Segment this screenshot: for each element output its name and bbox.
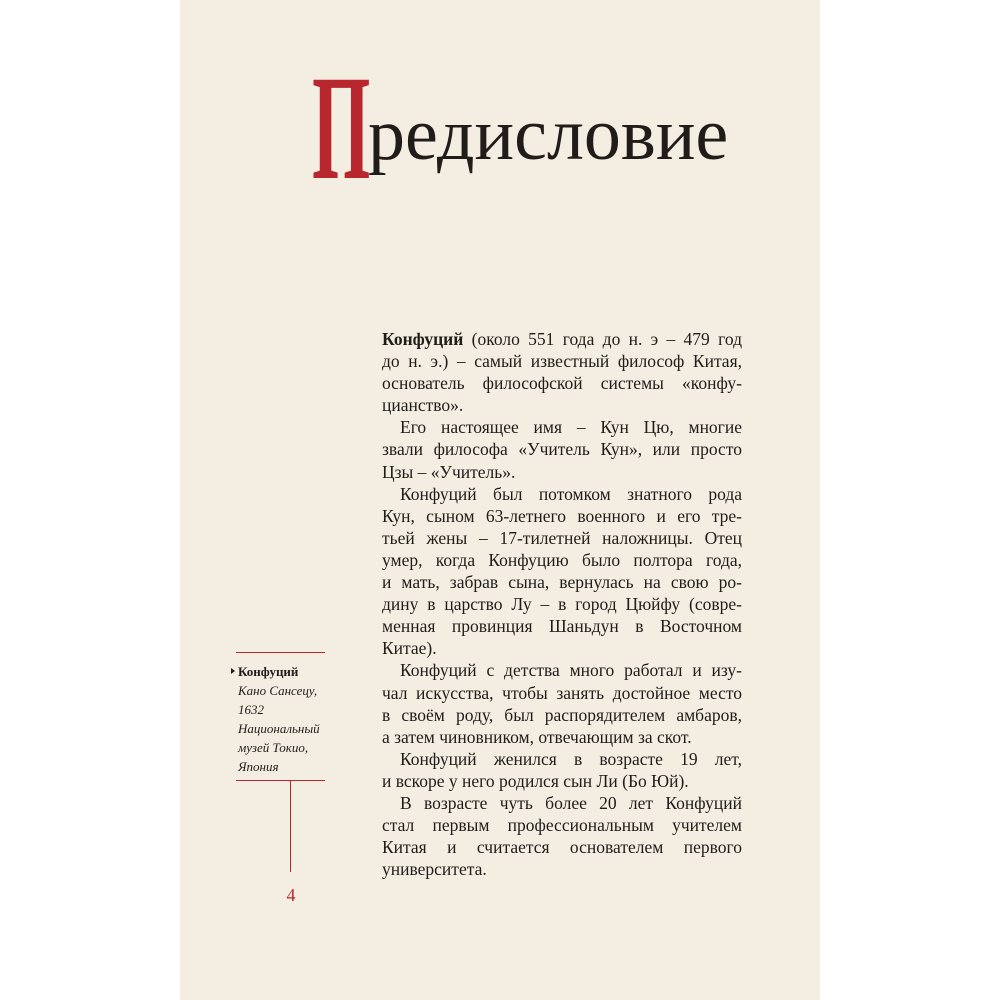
text-line-content: (около 551 года до н. э – 479 год [471,329,742,349]
caption-line: Национальный [238,721,320,736]
caption-line: Кано Сансецу, [238,683,318,698]
text-line: до н. э.) – самый известный философ Китая, [382,351,742,372]
margin-t-rule-bar [236,780,325,781]
paragraph [382,416,742,482]
text-line: Китая и считается основателем первого [382,837,742,858]
lead-term: Конфуций [382,329,464,349]
text-line: дину в царство Лу – в город Цюйфу (совре- [382,594,742,615]
book-page [180,0,820,1000]
chapter-title [180,0,820,220]
margin-t-rule-stem [290,780,291,872]
caption-title-row [238,662,348,681]
caption-line: 1632 [238,702,264,717]
page-number: 4 [286,885,296,905]
text-line: а затем чиновником, отвечающим за скот. [382,726,692,747]
text-line: стал первым профессиональным учителем [382,815,742,836]
text-line [382,328,742,350]
title-text: редисловие [368,94,729,176]
text-line: Конфуций женился в возрасте 19 лет, [400,748,742,769]
text-line: тьей жены – 17-тилетней наложницы. Отец [382,527,742,548]
text-line: умер, когда Конфуцию было полтора года, [382,549,742,570]
text-line: Кун, сыном 63-летнего военного и его тре- [382,505,742,526]
paragraph [382,792,742,880]
text-line: в своём роду, был распорядителем амбаров, [382,704,742,725]
text-line: и мать, забрав сына, вернулась на свою ро- [382,572,742,593]
paragraph [382,483,742,660]
caption-line: музей Токио, [238,740,309,755]
text-line: Китае). [382,638,437,659]
text-line: цианство». [382,395,464,416]
caption-line: Япония [238,759,279,774]
text-line: Конфуций с детства много работал и изу- [400,660,742,681]
text-line: чал искусства, чтобы занять достойное место [382,682,742,703]
text-line: основатель философской системы «конфу- [382,373,742,394]
text-line: звали философа «Учитель Кун», или просто [382,439,742,460]
text-line: Его настоящее имя – Кун Цю, многие [400,417,742,438]
text-line: и вскоре у него родился сын Ли (Бо Юй). [382,770,689,791]
paragraph [382,328,742,416]
paragraph [382,748,742,792]
paragraph [382,659,742,747]
caption-top-rule [236,652,325,653]
text-line: Цзы – «Учитель». [382,461,516,482]
title-drop-cap: П [312,45,371,211]
figure-caption [238,662,348,776]
caption-title: Конфуций [238,664,299,679]
text-line: менная провинция Шаньдун в Восточном [382,616,742,637]
text-line: Конфуций был потомком знатного рода [400,483,742,504]
caret-right-icon [231,668,235,674]
body-text [382,328,742,880]
text-line: университета. [382,859,487,880]
text-line: В возрасте чуть более 20 лет Конфуций [400,792,742,813]
